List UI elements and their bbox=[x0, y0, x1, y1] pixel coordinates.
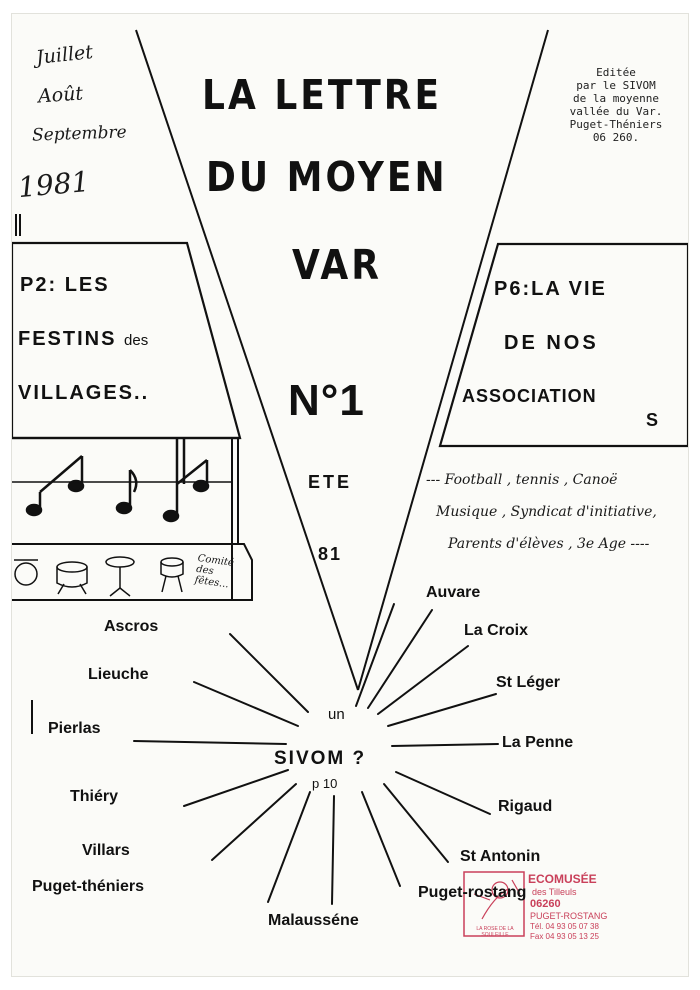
issue-season: ETE bbox=[308, 472, 353, 492]
village-malaussene: Malausséne bbox=[268, 912, 359, 929]
right-box-word: LA VIE bbox=[531, 278, 607, 300]
year-handwritten: 1981 bbox=[16, 164, 91, 205]
right-box-line-3: ASSOCIATION bbox=[462, 386, 597, 406]
page-ref-p2: P2: bbox=[20, 274, 58, 296]
right-box-line-3-tail: S bbox=[646, 410, 659, 430]
newsletter-cover bbox=[12, 14, 688, 976]
title-line-3: VAR bbox=[292, 242, 382, 290]
village-thiery: Thiéry bbox=[70, 788, 119, 805]
publisher-line: par le SIVOM bbox=[576, 79, 656, 92]
stamp-fax: Fax 04 93 05 13 25 bbox=[530, 932, 599, 941]
village-la-croix: La Croix bbox=[464, 622, 529, 639]
publisher-line: vallée du Var. bbox=[569, 105, 663, 118]
left-box-word: LES bbox=[64, 274, 110, 296]
village-ascros: Ascros bbox=[104, 618, 159, 635]
village-rigaud: Rigaud bbox=[498, 798, 553, 815]
publisher-line: Puget-Théniers bbox=[569, 118, 663, 131]
left-box-line-1 bbox=[20, 274, 110, 297]
page-ref-p6: P6: bbox=[494, 278, 532, 300]
publisher-note bbox=[550, 66, 682, 144]
village-puget-theniers: Puget-théniers bbox=[32, 878, 145, 895]
title-line-2: DU MOYEN bbox=[206, 154, 448, 202]
village-st-leger: St Léger bbox=[496, 674, 561, 691]
associations-note-line-1: --- Football , tennis , Canoë bbox=[426, 472, 618, 488]
associations-note-line-3: Parents d'élèves , 3e Age ---- bbox=[448, 536, 650, 552]
left-box-small-word: des bbox=[124, 332, 149, 349]
title-line-1: LA LETTRE bbox=[202, 72, 443, 120]
village-la-penne: La Penne bbox=[502, 734, 574, 751]
right-box-line-2: DE NOS bbox=[504, 332, 599, 354]
stamp-line-2: 06260 bbox=[530, 898, 561, 910]
village-puget-rostang: Puget-rostang bbox=[418, 884, 527, 901]
associations-note-line-2: Musique , Syndicat d'initiative, bbox=[436, 504, 657, 520]
center-sivom: SIVOM ? bbox=[274, 748, 367, 769]
publisher-line: Editée bbox=[596, 66, 636, 79]
stamp-title: ECOMUSÉE bbox=[528, 872, 597, 886]
issue-year: 81 bbox=[318, 544, 343, 564]
stamp-line-1: des Tilleuls bbox=[532, 887, 577, 897]
village-st-antonin: St Antonin bbox=[460, 848, 541, 865]
village-lieuche: Lieuche bbox=[88, 666, 149, 683]
stamp-tel: Tél. 04 93 05 07 38 bbox=[530, 922, 599, 931]
right-box-line-1 bbox=[494, 278, 607, 301]
month-september: Septembre bbox=[31, 122, 127, 146]
publisher-line: de la moyenne bbox=[572, 92, 660, 105]
month-august: Août bbox=[37, 82, 84, 108]
comite-label: Comité des fêtes... bbox=[193, 552, 235, 591]
center-un: un bbox=[328, 706, 345, 723]
publisher-line: 06 260. bbox=[592, 131, 640, 144]
village-auvare: Auvare bbox=[426, 584, 481, 601]
stamp-logo-text: LA ROSE DE LA SOULEILLE bbox=[476, 926, 514, 938]
issue-number: N°1 bbox=[288, 376, 365, 425]
village-villars: Villars bbox=[82, 842, 130, 859]
left-box-line-3: VILLAGES.. bbox=[18, 382, 150, 404]
left-box-word: FESTINS bbox=[18, 328, 117, 350]
left-box-line-2 bbox=[18, 328, 148, 351]
village-pierlas: Pierlas bbox=[48, 720, 101, 737]
center-page-ref: p 10 bbox=[312, 776, 338, 791]
stamp-line-3: PUGET-ROSTANG bbox=[530, 911, 608, 921]
month-july: Juillet bbox=[35, 41, 94, 69]
